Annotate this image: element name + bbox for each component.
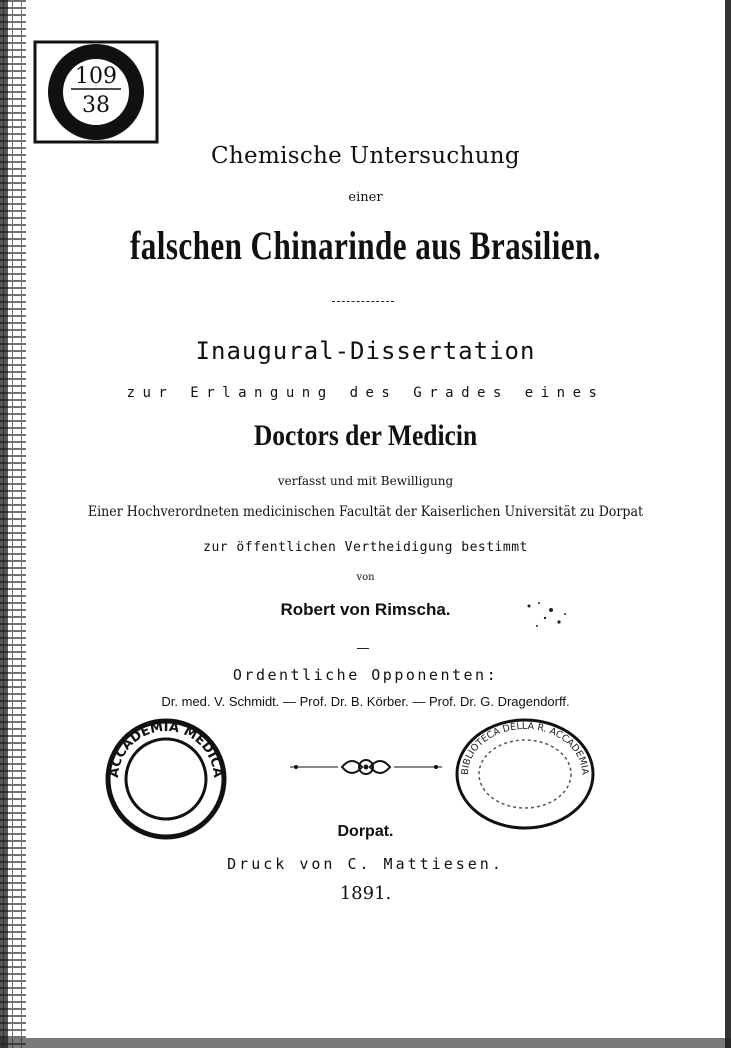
faculty-line: Einer Hochverordneten medicinischen Facultät der Kaiserlichen Universität zu Dorpat <box>87 504 644 520</box>
imprint-year: 1891. <box>339 883 392 904</box>
author-name: Robert von Rimscha. <box>280 600 451 619</box>
svg-text:ACCADEMIA MEDICA <box>107 720 225 779</box>
stamp-number-bottom: 38 <box>82 93 110 118</box>
by-line: von <box>356 572 375 583</box>
library-stamp-icon <box>33 38 159 146</box>
separator-dash <box>357 648 369 649</box>
oval-library-stamp-icon <box>452 715 598 833</box>
title-divider <box>332 301 394 302</box>
academy-stamp-text: ACCADEMIA MEDICA <box>106 719 226 779</box>
ink-blot-icon <box>515 598 575 634</box>
dissertation-heading: Inaugural-Dissertation <box>195 337 536 365</box>
permission-line: verfasst und mit Bewilligung <box>277 474 454 488</box>
opponents-heading: Ordentliche Opponenten: <box>232 666 499 684</box>
dissertation-purpose: zur Erlangung des Grades eines <box>126 385 605 401</box>
oval-stamp-text: BIBLIOTECA DELLA R. ACCADEMIA <box>459 720 591 776</box>
imprint-city: Dorpat. <box>337 823 394 840</box>
title-main: falschen Chinarinde aus Brasilien. <box>130 223 601 268</box>
title-line-2: einer <box>348 190 383 205</box>
opponents-names: Dr. med. V. Schmidt. — Prof. Dr. B. Körber. — Prof. Dr. G. Dragendorff. <box>161 694 570 709</box>
degree-title: Doctors der Medicin <box>253 419 478 452</box>
bottom-scan-shadow <box>0 1038 731 1048</box>
printer-ornament-icon <box>286 752 446 782</box>
title-line-1: Chemische Untersuchung <box>211 143 520 169</box>
defense-line: zur öffentlichen Vertheidigung bestimmt <box>203 540 528 555</box>
stamp-number-top: 109 <box>75 64 117 89</box>
imprint-printer: Druck von C. Mattiesen. <box>227 855 504 873</box>
